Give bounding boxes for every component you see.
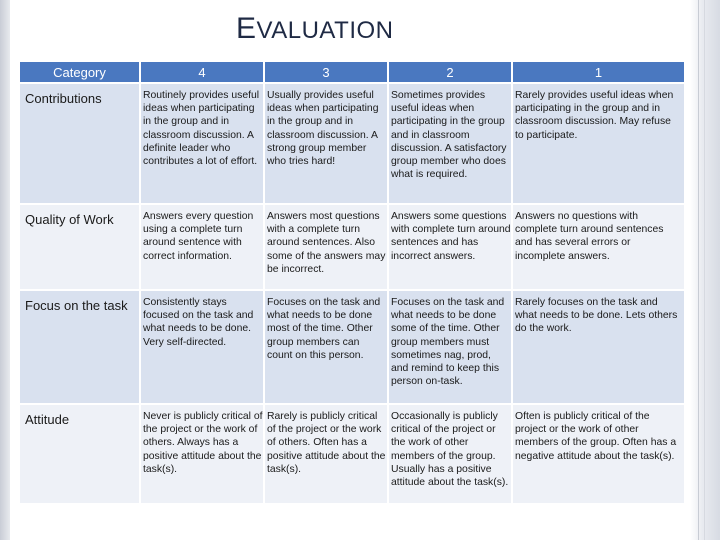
category-cell: Quality of Work bbox=[20, 205, 139, 289]
criteria-cell: Focuses on the task and what needs to be done some of the time. Other group members must sometimes nag, prod, and remind to keep this person on-task. bbox=[389, 291, 511, 403]
column-header-score-1: 1 bbox=[513, 62, 684, 82]
slide-left-border bbox=[0, 0, 10, 540]
criteria-cell: Answers some questions with complete turn around sentences and has incorrect answers. bbox=[389, 205, 511, 289]
table-row bbox=[20, 84, 684, 203]
criteria-cell: Rarely is publicly critical of the project or the work of others. Often has a positive attitude about the task(s). bbox=[265, 405, 387, 503]
evaluation-rubric-table bbox=[18, 60, 686, 505]
category-cell: Attitude bbox=[20, 405, 139, 503]
criteria-cell: Sometimes provides useful ideas when participating in the group and in classroom discussion. A satisfactory group member who does what is required. bbox=[389, 84, 511, 203]
page-title bbox=[236, 12, 393, 46]
criteria-cell: Answers most questions with a complete turn around sentences. Also some of the answers may be incorrect. bbox=[265, 205, 387, 289]
slide-right-border bbox=[690, 0, 720, 540]
column-header-score-2: 2 bbox=[389, 62, 511, 82]
column-header-category: Category bbox=[20, 62, 139, 82]
category-cell: Contributions bbox=[20, 84, 139, 203]
table-row bbox=[20, 405, 684, 503]
header-row bbox=[20, 62, 684, 82]
table-row bbox=[20, 291, 684, 403]
criteria-cell: Never is publicly critical of the project or the work of others. Always has a positive attitude about the task(s). bbox=[141, 405, 263, 503]
title-rest: VALUATION bbox=[256, 17, 394, 44]
criteria-cell: Consistently stays focused on the task and what needs to be done. Very self-directed. bbox=[141, 291, 263, 403]
table-row bbox=[20, 205, 684, 289]
criteria-cell: Often is publicly critical of the project or the work of other members of the group. Often has a negative attitude about the task(s). bbox=[513, 405, 684, 503]
column-header-score-3: 3 bbox=[265, 62, 387, 82]
criteria-cell: Answers no questions with complete turn around sentences and has several errors or incomplete answers. bbox=[513, 205, 684, 289]
criteria-cell: Occasionally is publicly critical of the project or the work of other members of the group. Usually has a positive attitude about the task(s). bbox=[389, 405, 511, 503]
criteria-cell: Rarely provides useful ideas when participating in the group and in classroom discussion. May refuse to participate. bbox=[513, 84, 684, 203]
title-initial: E bbox=[236, 12, 257, 45]
criteria-cell: Rarely focuses on the task and what needs to be done. Lets others do the work. bbox=[513, 291, 684, 403]
column-header-score-4: 4 bbox=[141, 62, 263, 82]
category-cell: Focus on the task bbox=[20, 291, 139, 403]
criteria-cell: Focuses on the task and what needs to be done most of the time. Other group members can count on this person. bbox=[265, 291, 387, 403]
criteria-cell: Usually provides useful ideas when participating in the group and in classroom discussion. A strong group member who tries hard! bbox=[265, 84, 387, 203]
criteria-cell: Answers every question using a complete turn around sentence with correct information. bbox=[141, 205, 263, 289]
criteria-cell: Routinely provides useful ideas when participating in the group and in classroom discussion. A definite leader who contributes a lot of effort. bbox=[141, 84, 263, 203]
